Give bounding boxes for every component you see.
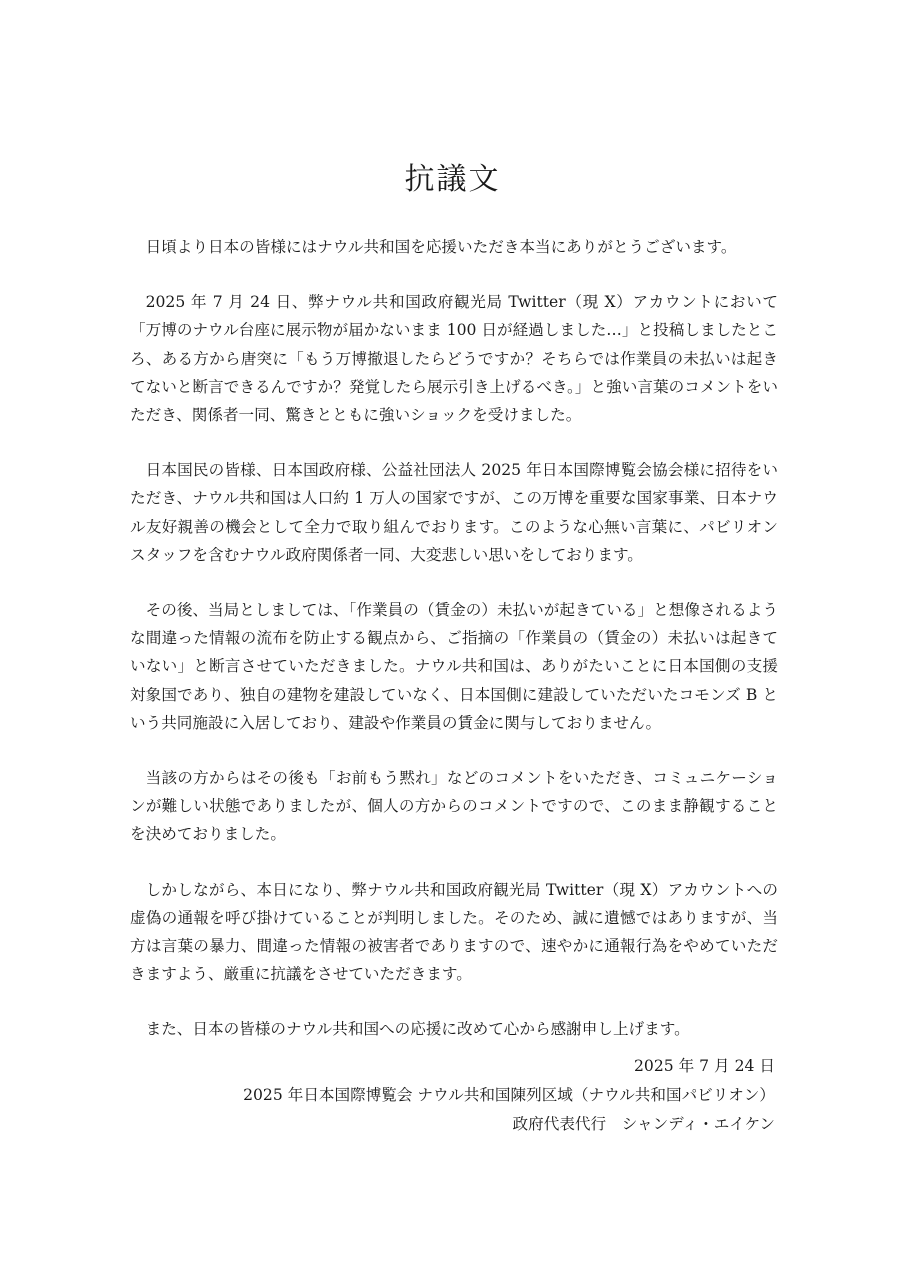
document-body bbox=[130, 233, 778, 1071]
paragraph-greeting: 日頃より日本の皆様にはナウル共和国を応援いただき本当にありがとうございます。 bbox=[145, 238, 737, 256]
paragraph-followup: 当該の方からはその後も「お前もう黙れ」などのコメントをいただき、コミュニケーションが難しい状態でありましたが、個人の方からのコメントですので、このまま静観することを決めておりました。 bbox=[130, 769, 778, 844]
paragraph-participation: 日本国民の皆様、日本国政府様、公益社団法人 2025 年日本国際博覧会協会様に招待をいただき、ナウル共和国は人口約 1 万人の国家ですが、この万博を重要な国家事業、日本ナウル友好親善の機会として全力で取り組んでおります。このような心無い言葉に、パビリオンスタッフを含むナウル政府関係者一同、大変悲しい思いをしております。 bbox=[130, 461, 778, 564]
signature-block bbox=[243, 1052, 775, 1139]
paragraph-incident: 2025 年 7 月 24 日、弊ナウル共和国政府観光局 Twitter（現 X）アカウントにおいて「万博のナウル台座に展示物が届かないまま 100 日が経過しました…」と投稿しましたところ、ある方から唐突に「もう万博撤退したらどうですか？そちらでは作業員の未払いは起きてないと断言できるんですか？発覚したら展示引き上げるべき。」と強い言葉のコメントをいただき、関係者一同、驚きとともに強いショックを受けました。 bbox=[130, 293, 778, 425]
paragraph-thanks: また、日本の皆様のナウル共和国への応援に改めて心から感謝申し上げます。 bbox=[145, 1020, 690, 1039]
paragraph-protest: しかしながら、本日になり、弊ナウル共和国政府観光局 Twitter（現 X）アカウントへの虚偽の通報を呼び掛けていることが判明しました。そのため、誠に遺憾ではありますが、当方は言葉の暴力、間違った情報の被害者でありますので、速やかに通報行為をやめていただきますよう、厳重に抗議をさせていただきます。 bbox=[130, 880, 778, 984]
document-title: 抗議文 bbox=[404, 162, 501, 197]
paragraph-response: その後、当局としましては、「作業員の（賃金の）未払いが起きている」と想像されるような間違った情報の流布を防止する観点から、ご指摘の「作業員の（賃金の）未払いは起きていない」と断言させていただきました。ナウル共和国は、ありがたいことに日本国側の支援対象国であり、独自の建物を建設していなく、日本国側に建設していただいたコモンズ B という共同施設に入居しており、建設や作業員の賃金に関与しておりません。 bbox=[130, 601, 778, 732]
signature-organization: 2025 年日本国際博覧会 ナウル共和国陳列区域（ナウル共和国パビリオン） bbox=[243, 1086, 775, 1104]
signature-date: 2025 年 7 月 24 日 bbox=[633, 1057, 775, 1075]
signature-signatory: 政府代表代行 シャンディ・エイケン bbox=[512, 1115, 775, 1133]
